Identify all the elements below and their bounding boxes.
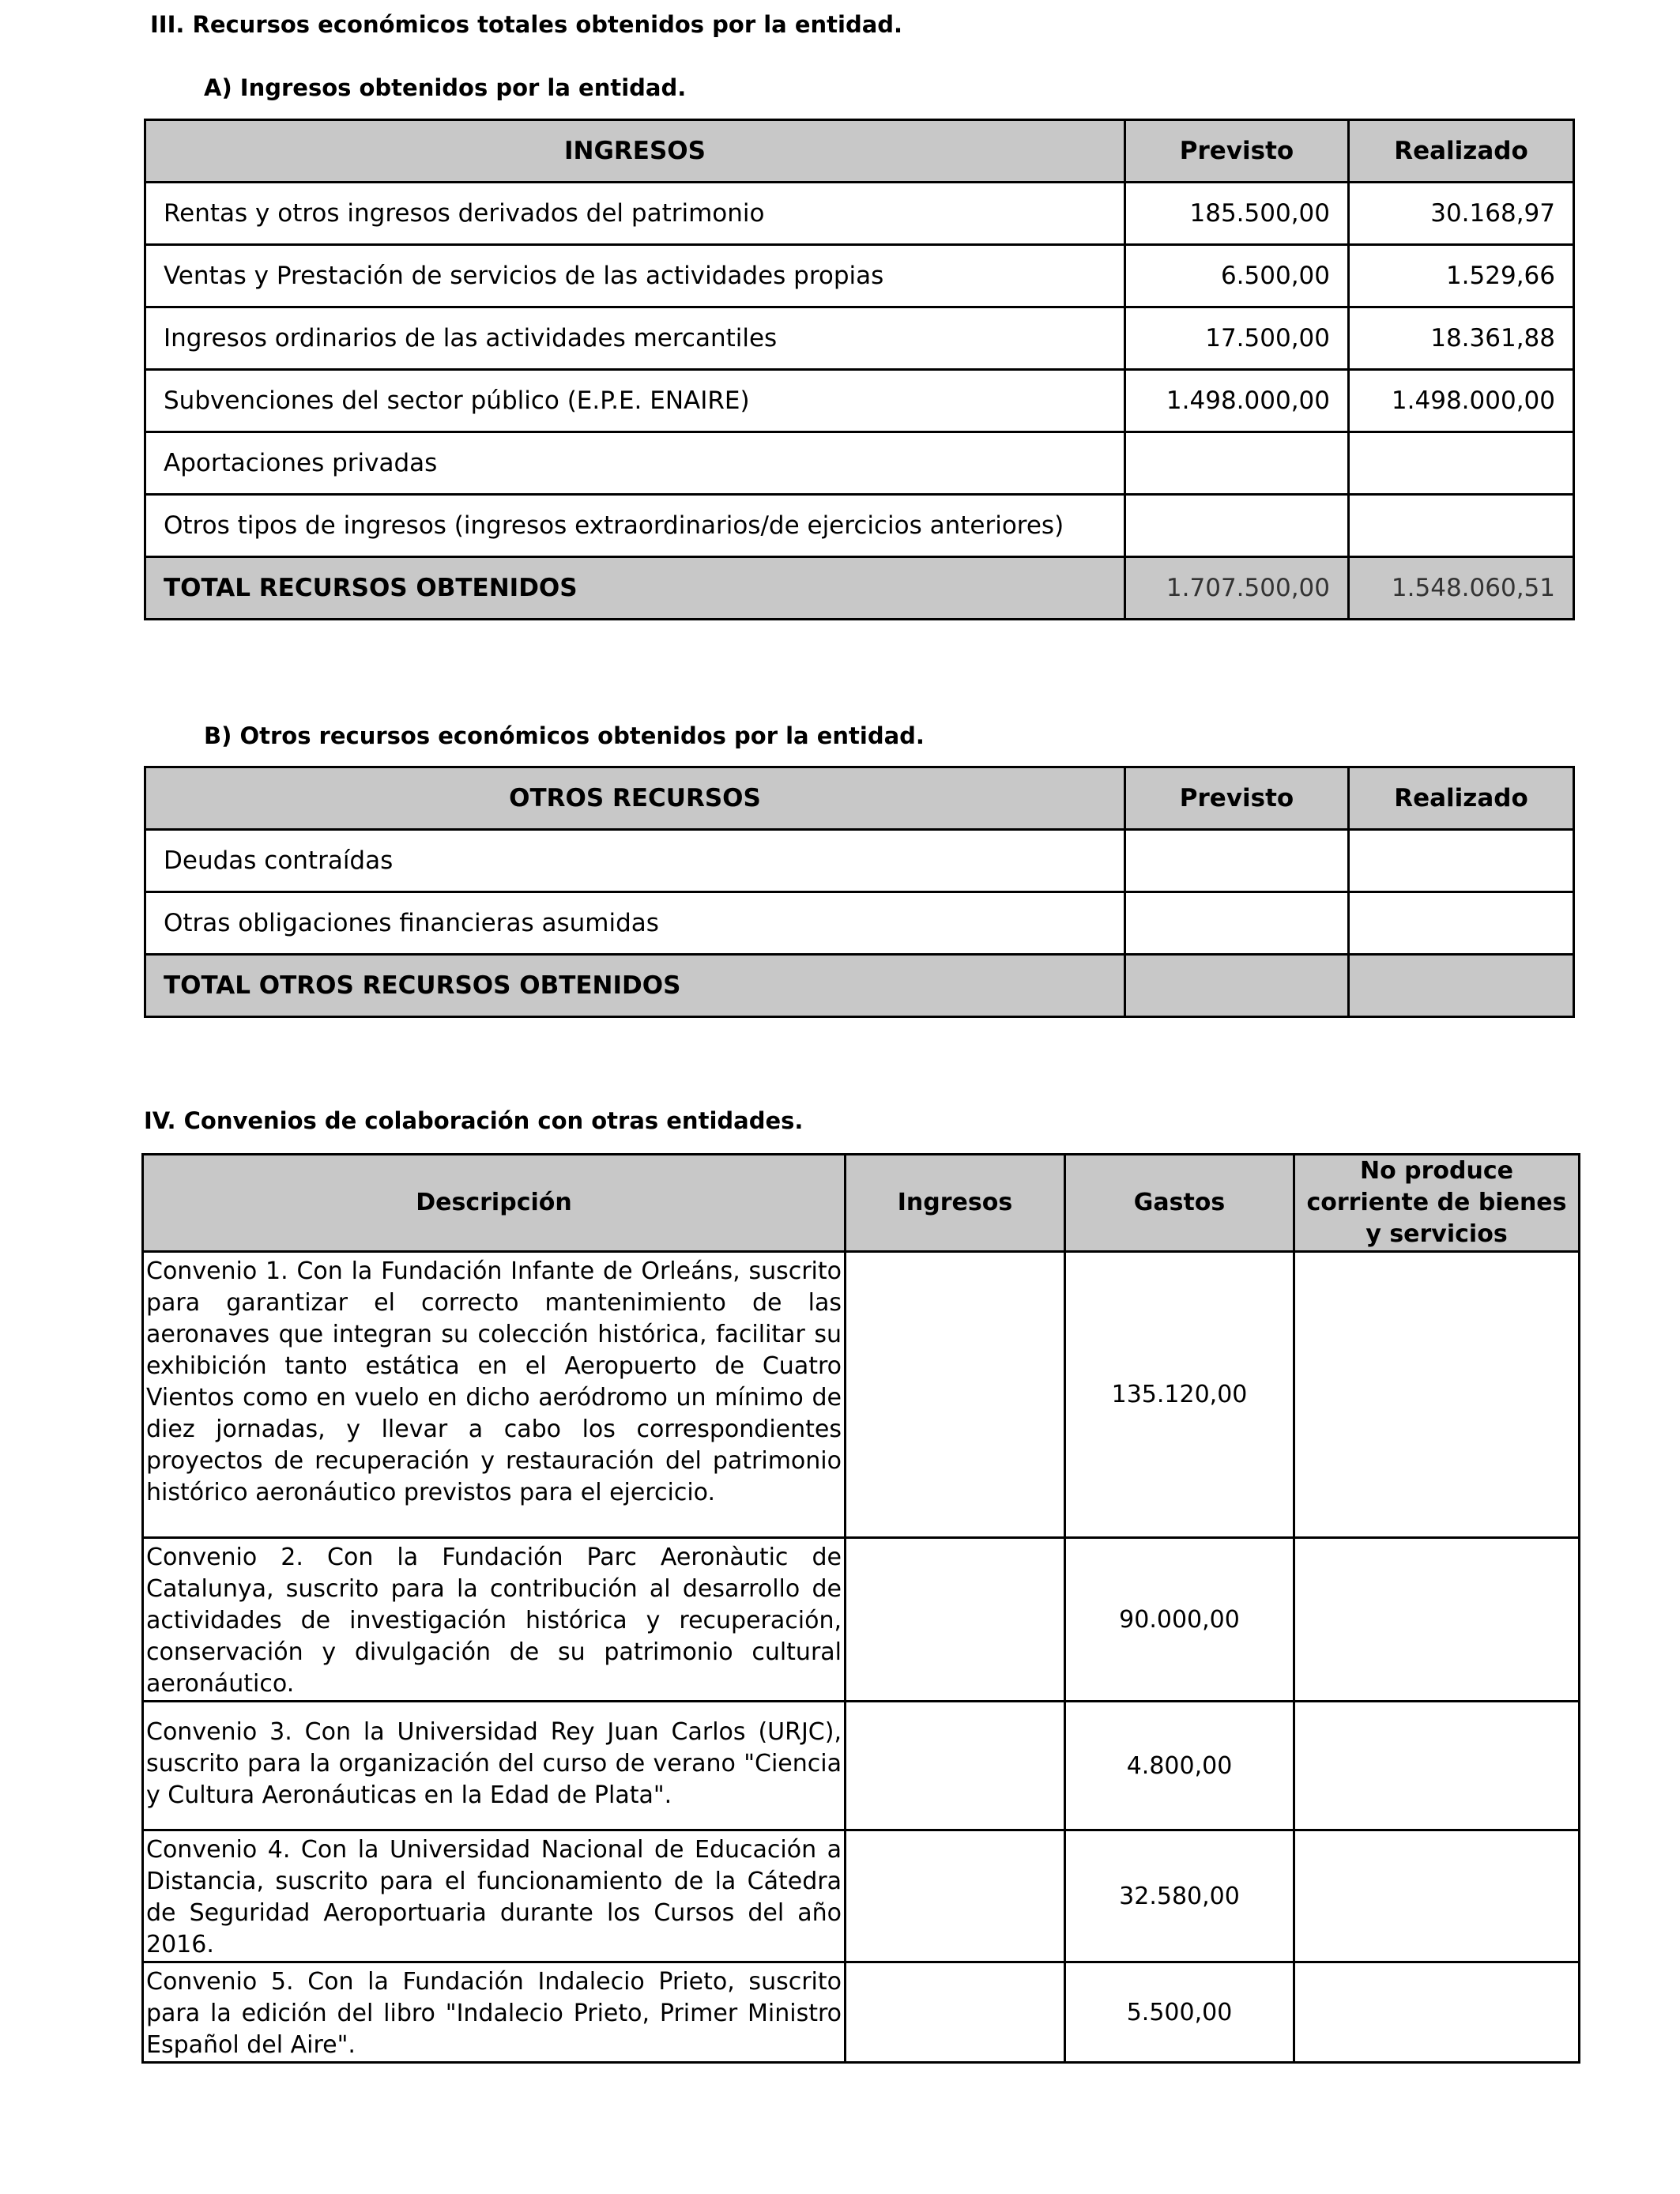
row-label: Rentas y otros ingresos derivados del patrimonio [145,183,1125,245]
table-row [143,1538,1580,1702]
row-label: Aportaciones privadas [145,432,1125,495]
row-label: Ingresos ordinarios de las actividades mercantiles [145,307,1125,370]
header-no-produce: No produce corriente de bienes y servicios [1294,1155,1580,1252]
table-row [145,830,1574,892]
total-realizado [1349,955,1574,1017]
row-realizado: 1.498.000,00 [1349,370,1574,432]
header-ingresos: Ingresos [846,1155,1065,1252]
total-label: TOTAL RECURSOS OBTENIDOS [145,557,1125,620]
convenio-ingresos [846,1252,1065,1538]
row-realizado: 30.168,97 [1349,183,1574,245]
table-row [143,1252,1580,1538]
convenio-ingresos [846,1962,1065,2063]
row-previsto: 1.498.000,00 [1125,370,1349,432]
table-row [145,307,1574,370]
total-previsto [1125,955,1349,1017]
convenio-gastos: 5.500,00 [1065,1962,1294,2063]
convenio-gastos: 135.120,00 [1065,1252,1294,1538]
row-previsto: 6.500,00 [1125,245,1349,307]
row-label: Ventas y Prestación de servicios de las actividades propias [145,245,1125,307]
convenio-no-produce [1294,1830,1580,1962]
convenio-description: Convenio 4. Con la Universidad Nacional de Educación a Distancia, suscrito para el funcionamiento de la Cátedra de Seguridad Aeroportuaria durante los Cursos del año 2016. [143,1830,846,1962]
table-row [145,432,1574,495]
subsection-b-title: B) Otros recursos económicos obtenidos por la entidad. [204,722,925,749]
convenio-description: Convenio 1. Con la Fundación Infante de Orleáns, suscrito para garantizar el correcto mantenimiento de las aeronaves que integran su colección histórica, facilitar su exhibición tanto estática en el Aeropuerto de Cuatro Vientos como en vuelo en dicho aeródromo un mínimo de diez jornadas, y llevar a cabo los correspondientes proyectos de recuperación y restauración del patrimonio histórico aeronáutico previstos para el ejercicio. [143,1252,846,1538]
row-previsto [1125,495,1349,557]
header-gastos: Gastos [1065,1155,1294,1252]
row-realizado: 1.529,66 [1349,245,1574,307]
header-otros-recursos: OTROS RECURSOS [145,767,1125,830]
convenios-table [141,1153,1580,2064]
table-row [143,1702,1580,1830]
convenio-ingresos [846,1830,1065,1962]
convenio-gastos: 4.800,00 [1065,1702,1294,1830]
convenio-ingresos [846,1702,1065,1830]
row-realizado: 18.361,88 [1349,307,1574,370]
section-4-title: IV. Convenios de colaboración con otras entidades. [144,1107,804,1134]
table-row [145,370,1574,432]
table-row [145,245,1574,307]
table-row [145,183,1574,245]
convenio-no-produce [1294,1702,1580,1830]
table-row [145,892,1574,955]
total-realizado: 1.548.060,51 [1349,557,1574,620]
total-label: TOTAL OTROS RECURSOS OBTENIDOS [145,955,1125,1017]
row-realizado [1349,892,1574,955]
otros-total-row [145,955,1574,1017]
header-realizado: Realizado [1349,767,1574,830]
table-row [143,1830,1580,1962]
convenio-no-produce [1294,1252,1580,1538]
ingresos-total-row [145,557,1574,620]
header-ingresos: INGRESOS [145,120,1125,183]
table-row [143,1962,1580,2063]
section-3-title: III. Recursos económicos totales obtenidos por la entidad. [150,11,903,38]
row-label: Otros tipos de ingresos (ingresos extraordinarios/de ejercicios anteriores) [145,495,1125,557]
row-realizado [1349,830,1574,892]
total-previsto: 1.707.500,00 [1125,557,1349,620]
row-previsto: 17.500,00 [1125,307,1349,370]
subsection-a-title: A) Ingresos obtenidos por la entidad. [204,74,687,101]
convenio-gastos: 90.000,00 [1065,1538,1294,1702]
convenio-description: Convenio 3. Con la Universidad Rey Juan Carlos (URJC), suscrito para la organización del curso de verano "Ciencia y Cultura Aeronáuticas en la Edad de Plata". [143,1702,846,1830]
row-label: Subvenciones del sector público (E.P.E. ENAIRE) [145,370,1125,432]
convenio-gastos: 32.580,00 [1065,1830,1294,1962]
ingresos-header-row [145,120,1574,183]
header-previsto: Previsto [1125,120,1349,183]
header-previsto: Previsto [1125,767,1349,830]
header-realizado: Realizado [1349,120,1574,183]
otros-header-row [145,767,1574,830]
convenio-no-produce [1294,1962,1580,2063]
convenios-header-row [143,1155,1580,1252]
header-descripcion: Descripción [143,1155,846,1252]
row-realizado [1349,495,1574,557]
convenio-description: Convenio 2. Con la Fundación Parc Aeronàutic de Catalunya, suscrito para la contribución al desarrollo de actividades de investigación histórica y recuperación, conservación y divulgación de su patrimonio cultural aeronáutico. [143,1538,846,1702]
convenio-ingresos [846,1538,1065,1702]
row-label: Deudas contraídas [145,830,1125,892]
table-row [145,495,1574,557]
convenio-no-produce [1294,1538,1580,1702]
otros-recursos-table [144,766,1575,1018]
row-realizado [1349,432,1574,495]
row-previsto [1125,432,1349,495]
row-label: Otras obligaciones financieras asumidas [145,892,1125,955]
row-previsto: 185.500,00 [1125,183,1349,245]
ingresos-table [144,119,1575,620]
row-previsto [1125,892,1349,955]
convenio-description: Convenio 5. Con la Fundación Indalecio Prieto, suscrito para la edición del libro "Indalecio Prieto, Primer Ministro Español del Aire". [143,1962,846,2063]
row-previsto [1125,830,1349,892]
